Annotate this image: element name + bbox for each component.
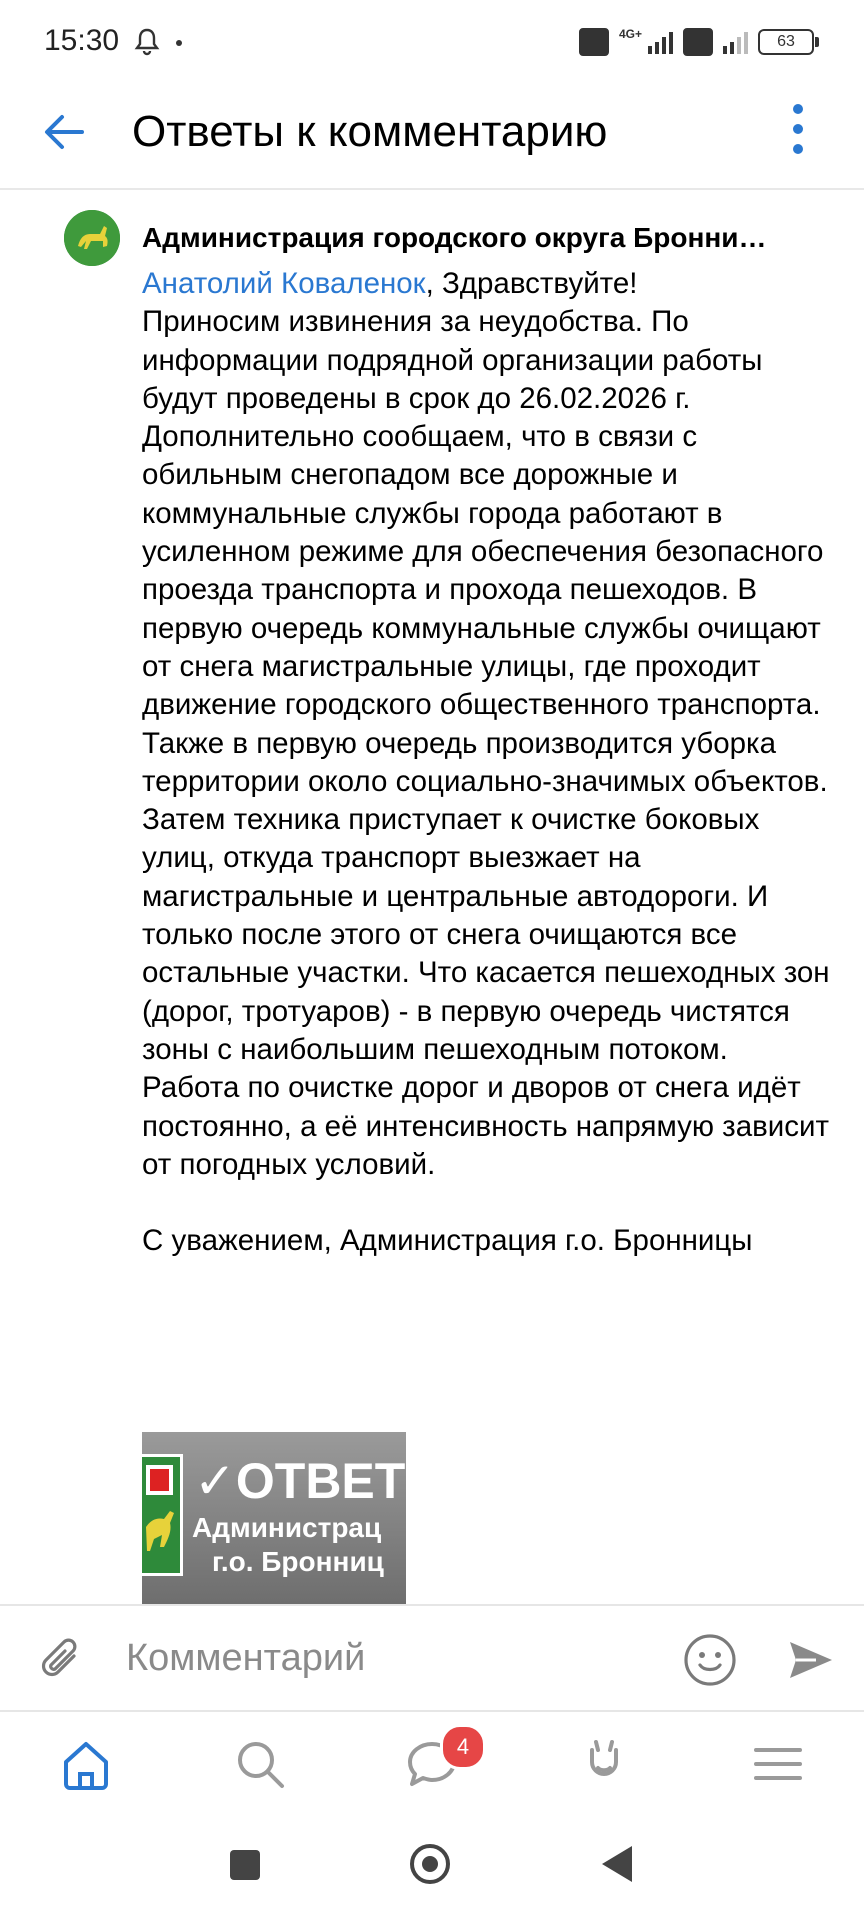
attachment-text-1: Администрац xyxy=(192,1512,382,1543)
send-icon[interactable] xyxy=(782,1632,838,1688)
horse-emblem-icon xyxy=(64,210,120,266)
more-options-icon[interactable] xyxy=(780,98,816,170)
signal-icon xyxy=(648,30,673,54)
paperclip-icon[interactable] xyxy=(36,1634,88,1686)
menu-icon[interactable] xyxy=(748,1734,808,1794)
page-title: Ответы к комментарию xyxy=(132,107,608,156)
search-icon[interactable] xyxy=(230,1734,290,1794)
system-back-button[interactable] xyxy=(602,1846,632,1882)
comment-input-bar xyxy=(0,1604,864,1712)
system-nav-bar xyxy=(0,1818,864,1920)
bottom-tab-bar xyxy=(0,1710,864,1818)
emblem-icon xyxy=(142,1454,183,1576)
comment-text: , Здравствуйте! Приносим извинения за неудобства. По информации подрядной организации работы будут проведены в срок до 26.02.2026 г. Дополнительно сообщаем, что в связи с обильным снегопадом все дорожные и коммунальные службы города работают в усиленном режиме для обеспечения безопасного проезда транспорта и прохода пешеходов. В первую очередь коммунальные службы очищают от снега магистральные улицы, где проходит движение городского общественного транспорта. Также в первую очередь производится уборка территории около социально-значимых объектов. Затем техника приступает к очистке боковых улиц, откуда транспорт выезжает на магистральные и центральные автодороги. И только после этого от снега очищаются все остальные участки. Что касается пешеходных зон (дорог, тротуаров) - в первую очередь чистятся зоны с наибольшим пешеходным потоком. Работа по очистке дорог и дворов от снега идёт постоянно, а её интенсивность напрямую зависит от погодных условий. С уважением, Администрация г.о. Бронницы xyxy=(142,267,830,1258)
signal-icon-2 xyxy=(723,30,748,54)
status-icons xyxy=(579,26,814,58)
attachment-image[interactable] xyxy=(142,1432,406,1604)
comment-author[interactable]: Администрация городского округа Бронни… xyxy=(142,222,767,253)
comment-input[interactable] xyxy=(126,1632,646,1684)
messages-badge: 4 xyxy=(440,1724,486,1770)
attachment-heading: ✓ОТВЕТ xyxy=(194,1453,406,1509)
notification-dot xyxy=(176,40,182,46)
comment-body xyxy=(142,265,832,1261)
volte-icon-2 xyxy=(683,28,713,56)
attachment-text-2: г.о. Бронниц xyxy=(212,1546,384,1577)
status-time: 15:30 xyxy=(44,24,120,57)
home-button[interactable] xyxy=(410,1844,450,1884)
back-arrow-icon[interactable] xyxy=(38,106,90,158)
clips-icon[interactable] xyxy=(574,1734,634,1794)
app-header xyxy=(0,84,864,190)
emoji-icon[interactable] xyxy=(682,1632,738,1688)
recent-apps-button[interactable] xyxy=(230,1850,260,1880)
status-bar xyxy=(0,0,864,84)
bell-icon xyxy=(132,26,162,56)
home-icon[interactable] xyxy=(56,1734,116,1794)
mention-link[interactable]: Анатолий Коваленок xyxy=(142,267,426,300)
network-type: 4G+ xyxy=(618,27,642,41)
battery-indicator: 63 xyxy=(758,29,814,55)
avatar[interactable] xyxy=(64,210,120,266)
volte-icon xyxy=(579,28,609,56)
